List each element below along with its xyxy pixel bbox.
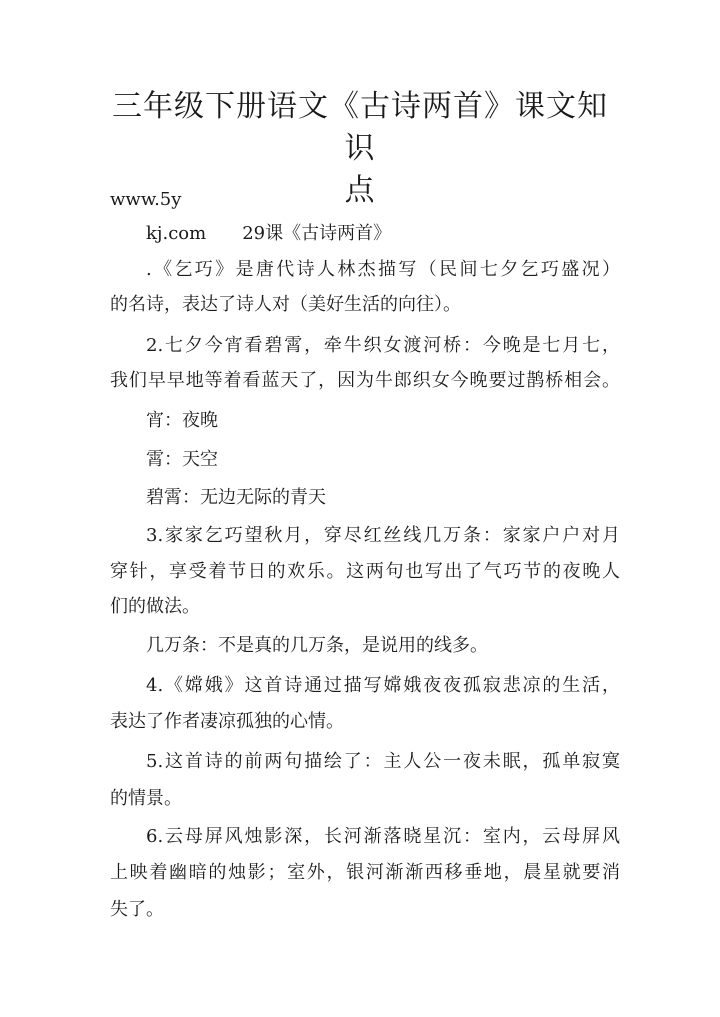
paragraph-4-line-2: 表达了作者凄凉孤独的心情。: [110, 711, 344, 732]
title-line-1: 三年级下册语文《古诗两首》课文知识: [112, 89, 608, 166]
paragraph-3-line-1: 3.家家乞巧望秋月，穿尽红丝线几万条：家家户户对月: [146, 525, 620, 546]
paragraph-6-line-3: 失了。: [110, 899, 164, 920]
paragraph-3-line-3: 们的做法。: [110, 596, 200, 617]
title-line-2: 点: [344, 173, 376, 208]
paragraph-4-line-1: 4.《嫦娥》这首诗通过描写嫦娥夜夜孤寂悲凉的生活，: [146, 675, 620, 696]
paragraph-2-line-2: 我们早早地等着看蓝天了，因为牛郎织女今晚要过鹊桥相会。: [110, 370, 620, 391]
definition-jiwantiao: 几万条：不是真的几万条，是说用的线多。: [146, 635, 488, 656]
paragraph-6-line-1: 6.云母屏风烛影深，长河渐落晓星沉：室内，云母屏风: [146, 826, 620, 847]
source-url-and-lesson-heading: kj.com 29课《古诗两首》: [146, 223, 392, 244]
definition-xiao-night: 宵：夜晚: [146, 410, 218, 431]
paragraph-5-line-2: 的情景。: [110, 788, 182, 809]
paragraph-1-line-2: 的名诗，表达了诗人对（美好生活的向往）。: [110, 294, 461, 315]
paragraph-5-line-1: 5.这首诗的前两句描绘了：主人公一夜未眠，孤单寂寞: [146, 751, 620, 772]
definition-bixiao: 碧霄：无边无际的青天: [146, 487, 326, 508]
paragraph-2-line-1: 2.七夕今宵看碧霄，牵牛织女渡河桥：今晚是七月七，: [146, 335, 620, 356]
paragraph-3-line-2: 穿针，享受着节日的欢乐。这两句也写出了气巧节的夜晚人: [110, 561, 620, 582]
definition-xiao-sky: 霄：天空: [146, 449, 218, 470]
paragraph-6-line-2: 上映着幽暗的烛影；室外，银河渐渐西移垂地，晨星就要消: [110, 862, 620, 883]
source-url-part-1: www.5y: [110, 189, 182, 210]
paragraph-1-line-1: .《乞巧》是唐代诗人林杰描写（民间七夕乞巧盛况）: [146, 259, 620, 280]
